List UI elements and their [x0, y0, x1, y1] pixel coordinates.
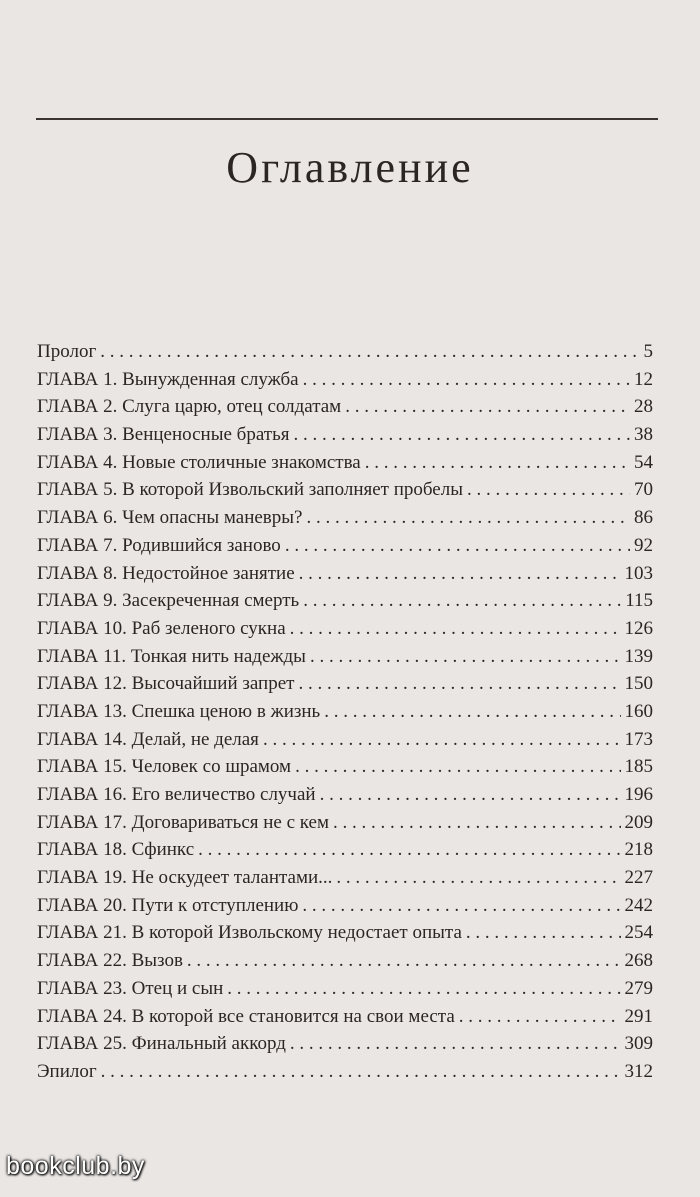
toc-leader-dots [467, 476, 630, 504]
toc-entry [37, 947, 653, 975]
toc-entry [37, 504, 653, 532]
toc-entry-title: ГЛАВА 13. Спешка ценою в жизнь [37, 700, 321, 722]
toc-entry-page-number: 150 [624, 673, 653, 695]
toc-entry-page-number: 139 [624, 645, 653, 667]
toc-leader-dots [290, 1030, 621, 1058]
toc-entry [37, 393, 653, 421]
toc-entry-title: ГЛАВА 19. Не оскудеет талантами... [37, 867, 333, 889]
toc-entry-title: ГЛАВА 22. Вызов [37, 950, 183, 972]
toc-entry [37, 975, 653, 1003]
table-of-contents [37, 338, 653, 1086]
toc-entry [37, 698, 653, 726]
toc-entry-page-number: 70 [634, 479, 653, 501]
toc-leader-dots [336, 864, 620, 892]
toc-leader-dots [333, 809, 620, 837]
toc-leader-dots [101, 1058, 621, 1086]
toc-entry-page-number: 103 [624, 562, 653, 584]
toc-entry-title: ГЛАВА 10. Раб зеленого сукна [37, 617, 286, 639]
toc-entry [37, 366, 653, 394]
toc-entry-title: ГЛАВА 21. В которой Извольскому недостает опыта [37, 922, 462, 944]
toc-leader-dots [302, 892, 620, 920]
toc-entry-title: Эпилог [37, 1060, 97, 1082]
toc-entry [37, 643, 653, 671]
toc-entry-title: ГЛАВА 15. Человек со шрамом [37, 756, 292, 778]
toc-entry-page-number: 209 [624, 811, 653, 833]
toc-entry-page-number: 242 [624, 894, 653, 916]
toc-entry-title: ГЛАВА 7. Родившийся заново [37, 534, 281, 556]
toc-entry-page-number: 312 [624, 1060, 653, 1082]
toc-entry-title: ГЛАВА 5. В которой Извольский заполняет пробелы [37, 479, 463, 501]
toc-leader-dots [263, 726, 621, 754]
toc-entry-page-number: 185 [624, 756, 653, 778]
toc-entry-title: ГЛАВА 23. Отец и сын [37, 977, 224, 999]
toc-entry-page-number: 173 [624, 728, 653, 750]
toc-entry-page-number: 309 [624, 1033, 653, 1055]
toc-leader-dots [298, 670, 620, 698]
toc-entry-title: ГЛАВА 9. Засекреченная смерть [37, 590, 300, 612]
toc-entry [37, 587, 653, 615]
toc-entry [37, 560, 653, 588]
toc-leader-dots [285, 532, 630, 560]
toc-leader-dots [294, 421, 631, 449]
toc-entry-page-number: 268 [624, 950, 653, 972]
toc-leader-dots [227, 975, 620, 1003]
toc-entry-page-number: 279 [624, 977, 653, 999]
toc-leader-dots [198, 836, 620, 864]
toc-entry-title: ГЛАВА 11. Тонкая нить надежды [37, 645, 306, 667]
toc-entry [37, 338, 653, 366]
toc-leader-dots [345, 393, 630, 421]
toc-entry-page-number: 291 [624, 1005, 653, 1027]
toc-leader-dots [303, 366, 630, 394]
toc-entry-title: ГЛАВА 24. В которой все становится на свои места [37, 1005, 455, 1027]
top-rule [36, 118, 658, 120]
toc-entry [37, 615, 653, 643]
toc-entry-title: Пролог [37, 341, 97, 362]
toc-leader-dots [187, 947, 621, 975]
toc-entry-title: ГЛАВА 14. Делай, не делая [37, 728, 259, 750]
toc-entry-page-number: 54 [634, 451, 653, 473]
watermark: bookclub.by [6, 1152, 145, 1180]
toc-entry [37, 781, 653, 809]
toc-entry-page-number: 5 [643, 341, 653, 362]
toc-entry-title: ГЛАВА 4. Новые столичные знакомства [37, 451, 361, 473]
toc-entry-title: ГЛАВА 18. Сфинкс [37, 839, 195, 861]
page-title: Оглавление [226, 143, 474, 192]
toc-entry [37, 753, 653, 781]
toc-entry [37, 864, 653, 892]
toc-entry-title: ГЛАВА 25. Финальный аккорд [37, 1033, 286, 1055]
toc-entry [37, 532, 653, 560]
toc-entry [37, 476, 653, 504]
toc-leader-dots [320, 781, 621, 809]
toc-entry [37, 1030, 653, 1058]
toc-entry-title: ГЛАВА 16. Его величество случай [37, 784, 316, 805]
toc-entry-page-number: 12 [634, 368, 653, 390]
toc-entry-page-number: 28 [634, 396, 653, 418]
toc-entry [37, 670, 653, 698]
toc-leader-dots [365, 449, 630, 477]
toc-entry-page-number: 218 [624, 839, 653, 861]
toc-leader-dots [324, 698, 620, 726]
toc-entry [37, 421, 653, 449]
toc-entry [37, 726, 653, 754]
toc-leader-dots [295, 753, 620, 781]
toc-leader-dots [306, 504, 630, 532]
toc-entry-page-number: 160 [624, 700, 653, 722]
toc-entry-title: ГЛАВА 20. Пути к отступлению [37, 894, 299, 916]
toc-entry-title: ГЛАВА 8. Недостойное занятие [37, 562, 295, 584]
toc-entry-page-number: 86 [634, 507, 653, 529]
toc-entry [37, 892, 653, 920]
toc-leader-dots [290, 615, 621, 643]
toc-entry-page-number: 227 [624, 867, 653, 889]
toc-entry [37, 919, 653, 947]
toc-entry-page-number: 126 [624, 617, 653, 639]
toc-entry-page-number: 92 [634, 534, 653, 556]
toc-entry-page-number: 38 [634, 424, 653, 446]
toc-entry-page-number: 254 [624, 922, 653, 944]
toc-leader-dots [459, 1003, 621, 1031]
toc-entry-title: ГЛАВА 2. Слуга царю, отец солдатам [37, 396, 342, 418]
toc-entry [37, 836, 653, 864]
toc-entry-title: ГЛАВА 12. Высочайший запрет [37, 673, 295, 695]
toc-leader-dots [100, 338, 639, 366]
toc-leader-dots [310, 643, 621, 671]
toc-leader-dots [303, 587, 621, 615]
toc-entry [37, 449, 653, 477]
toc-entry-title: ГЛАВА 1. Вынужденная служба [37, 368, 299, 390]
toc-entry [37, 1058, 653, 1086]
toc-leader-dots [466, 919, 621, 947]
toc-entry-title: ГЛАВА 3. Венценосные братья [37, 424, 290, 446]
toc-entry [37, 809, 653, 837]
toc-entry-title: ГЛАВА 17. Договариваться не с кем [37, 811, 330, 833]
toc-entry-page-number: 115 [625, 590, 653, 612]
toc-entry-title: ГЛАВА 6. Чем опасны маневры? [37, 507, 303, 529]
toc-leader-dots [299, 560, 621, 588]
toc-entry-page-number: 196 [624, 784, 653, 805]
toc-entry [37, 1003, 653, 1031]
